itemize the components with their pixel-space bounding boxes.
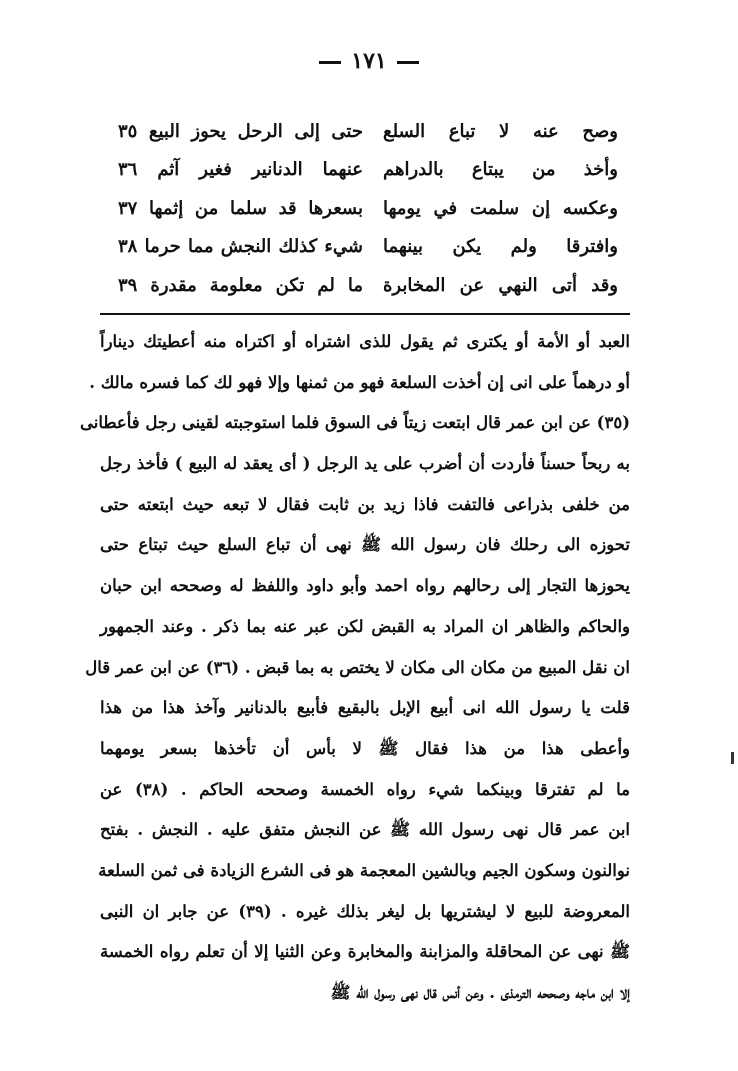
verse-second-hemistich <box>118 159 363 180</box>
separator-rule <box>100 313 630 315</box>
page-number-text: ١٧١ <box>351 48 387 74</box>
verse-line <box>118 151 618 190</box>
commentary-line: تحوزه الى رحلك فان رسول الله ﷺ نهى أن تباع السلع حيث تبتاع حتى <box>100 535 630 555</box>
page-number <box>0 48 738 74</box>
verse-second-text: حتى إلى الرحل يحوز البيع <box>148 120 363 142</box>
commentary-line: وأعطى هذا من هذا فقال ﷺ لا بأس أن تأخذها بسعر يومهما <box>100 738 630 758</box>
commentary-line: به ربحاً حسناً فأردت أن أضرب على يد الرجل ( أى يعقد له البيع ) فأخذ رجل <box>100 454 630 474</box>
verse-first-hemistich: وقد أتى النهي عن المخابرة <box>383 274 618 296</box>
commentary-line: المعروضة للبيع لا ليشتريها بل ليغر بذلك غيره . (٣٩) عن جابر ان النبى <box>100 901 630 921</box>
commentary-line: ما لم تفترقا وبينكما شيء رواه الخمسة وصححه الحاكم . (٣٨) عن <box>100 779 630 799</box>
verse-second-hemistich <box>118 275 363 296</box>
verse-first-hemistich: وأخذ من يبتاع بالدراهم <box>383 159 618 181</box>
verse-first-hemistich: وافترقا ولم يكن بينهما <box>383 236 618 258</box>
verse-line <box>118 189 618 228</box>
verse-number: ٣٨ <box>118 236 138 258</box>
commentary-line: ان نقل المبيع من مكان الى مكان لا يختص به بما قبض . (٣٦) عن ابن عمر قال <box>85 657 630 677</box>
commentary-line: (٣٥) عن ابن عمر قال ابتعت زيتاً فى السوق فلما استوجبته لقينى رجل فأعطانى <box>80 413 630 433</box>
commentary-line: نوالنون وسكون الجيم وبالشين المعجمة هو فى الشرع الزيادة فى ثمن السلعة <box>98 860 630 880</box>
verse-second-text: بسعرها قد سلما من إثمها <box>149 197 363 219</box>
verse-number: ٣٩ <box>118 274 138 296</box>
commentary-line: ابن عمر قال نهى رسول الله ﷺ عن النجش متفق عليه . النجش . بفتح <box>100 820 630 840</box>
verse-second-text: شيء كذلك النجش مما حرما <box>144 236 363 258</box>
verse-number: ٣٥ <box>118 120 138 142</box>
verse-second-hemistich <box>118 236 363 257</box>
commentary-block <box>80 322 630 1014</box>
commentary-line: أو درهماً على انى إن أخذت السلعة فهو من ثمنها وإلا فهو لك كما فسره مالك . <box>89 372 630 392</box>
commentary-line: والحاكم والظاهر ان المراد به القبض لكن عبر عنه بما ذكر . وعند الجمهور <box>100 616 630 636</box>
scan-edge-mark <box>731 752 734 764</box>
verse-second-text: ما لم تكن معلومة مقدرة <box>150 274 363 296</box>
verse-block <box>118 112 618 305</box>
verse-line <box>118 266 618 305</box>
commentary-line: يحوزها التجار إلى رحالهم رواه احمد وأبو داود واللفظ له وصححه ابن حبان <box>100 576 630 596</box>
verse-line <box>118 228 618 267</box>
verse-number: ٣٧ <box>118 197 138 219</box>
verse-second-hemistich <box>118 121 363 142</box>
commentary-line: من خلفى بذراعى فالتفت فاذا زيد بن ثابت فقال لا تبعه حيث ابتعته حتى <box>100 494 630 514</box>
verse-line <box>118 112 618 151</box>
page-number-dash-right <box>319 61 341 64</box>
commentary-line: قلت يا رسول الله انى أبيع الإبل بالبقيع فأبيع بالدنانير وآخذ هذا من هذا <box>100 698 630 718</box>
verse-number: ٣٦ <box>118 159 138 181</box>
page-number-dash-left <box>397 61 419 64</box>
verse-second-text: عنهما الدنانير فغير آثم <box>157 159 363 181</box>
commentary-line: ﷺ نهى عن المحاقلة والمزابنة والمخابرة وعن الثنيا إلا أن تعلم رواه الخمسة <box>100 942 630 962</box>
commentary-line: العبد أو الأمة أو يكترى ثم يقول للذى اشتراه أو اكتراه منه أعطيتك ديناراً <box>100 332 630 351</box>
verse-first-hemistich: وصح عنه لا تباع السلع <box>383 120 618 142</box>
commentary-line: إلا ابن ماجه وصححه الترمذى . وعن أنس قال نهى رسول الله ﷺ <box>330 983 630 1002</box>
verse-second-hemistich <box>118 198 363 219</box>
verse-first-hemistich: وعكسه إن سلمت في يومها <box>383 197 618 219</box>
